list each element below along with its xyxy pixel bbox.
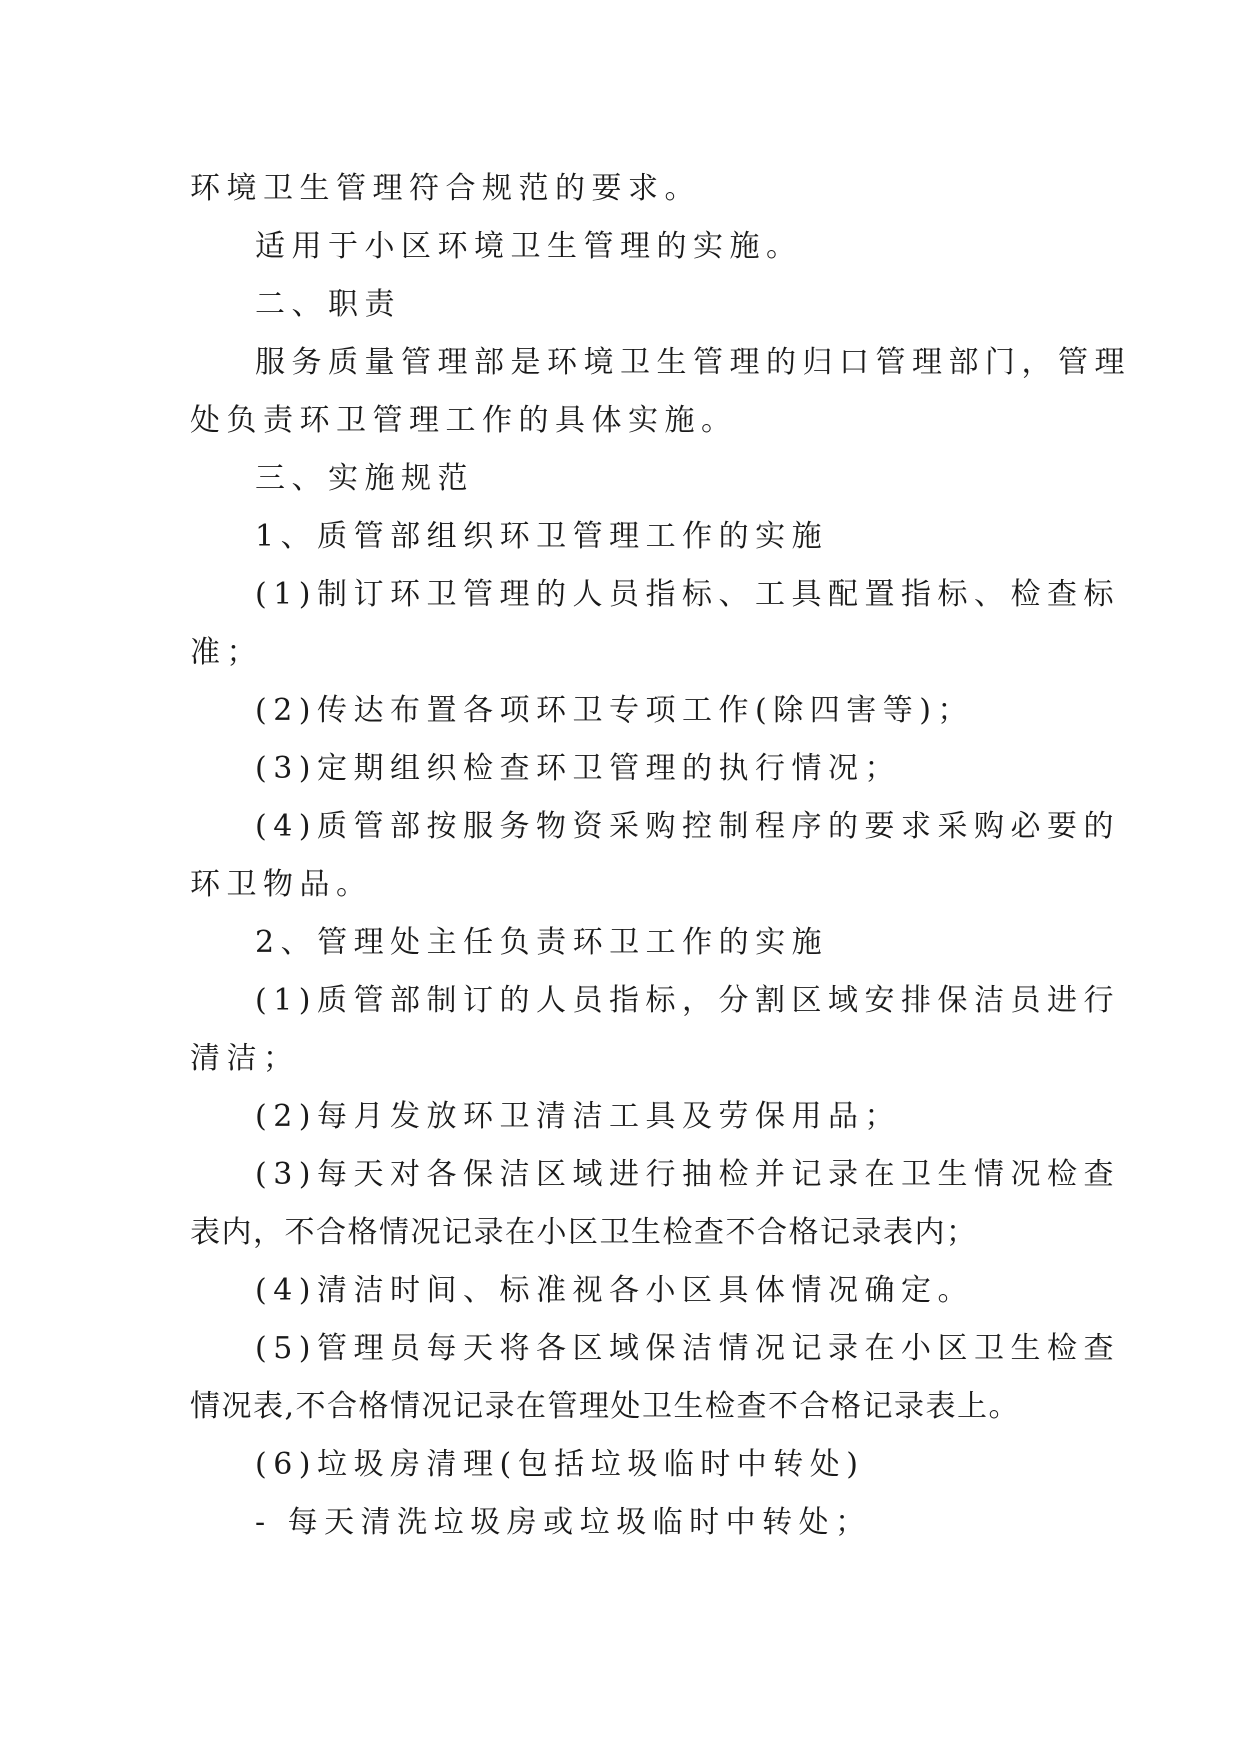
document-body — [190, 160, 1131, 1552]
subsection-heading: 2、管理处主任负责环卫工作的实施 — [255, 925, 829, 960]
paragraph-line: 服务质量管理部是环境卫生管理的归口管理部门，管理 — [255, 345, 1131, 380]
list-item: (1)质管部制订的人员指标，分割区域安排保洁员进行 — [255, 983, 1120, 1018]
paragraph-line: 处负责环卫管理工作的具体实施。 — [190, 403, 738, 438]
list-item: (5)管理员每天将各区域保洁情况记录在小区卫生检查 — [255, 1331, 1120, 1366]
list-item: (4)清洁时间、标准视各小区具体情况确定。 — [255, 1273, 974, 1308]
paragraph-line: 环境卫生管理符合规范的要求。 — [190, 171, 701, 206]
list-item-continuation: 环卫物品。 — [190, 867, 373, 902]
list-item: (3)每天对各保洁区域进行抽检并记录在卫生情况检查 — [255, 1157, 1120, 1192]
list-item-continuation: 准； — [190, 635, 263, 670]
list-item: (1)制订环卫管理的人员指标、工具配置指标、检查标 — [255, 577, 1120, 612]
list-item-continuation: 清洁； — [190, 1041, 300, 1076]
list-item: (6)垃圾房清理(包括垃圾临时中转处) — [255, 1447, 865, 1482]
list-item: (2)每月发放环卫清洁工具及劳保用品； — [255, 1099, 901, 1134]
section-heading: 三、实施规范 — [255, 461, 474, 496]
list-item: (2)传达布置各项环卫专项工作(除四害等)； — [255, 693, 974, 728]
subsection-heading: 1、质管部组织环卫管理工作的实施 — [255, 519, 829, 554]
section-heading: 二、职责 — [255, 287, 401, 322]
list-item: (3)定期组织检查环卫管理的执行情况； — [255, 751, 901, 786]
list-item-continuation: 情况表,不合格情况记录在管理处卫生检查不合格记录表上。 — [190, 1389, 1021, 1424]
list-item: (4)质管部按服务物资采购控制程序的要求采购必要的 — [255, 809, 1120, 844]
paragraph-line: 适用于小区环境卫生管理的实施。 — [255, 229, 803, 264]
bullet-item: - 每天清洗垃圾房或垃圾临时中转处； — [255, 1505, 872, 1540]
list-item-continuation: 表内，不合格情况记录在小区卫生检查不合格记录表内； — [190, 1215, 978, 1250]
